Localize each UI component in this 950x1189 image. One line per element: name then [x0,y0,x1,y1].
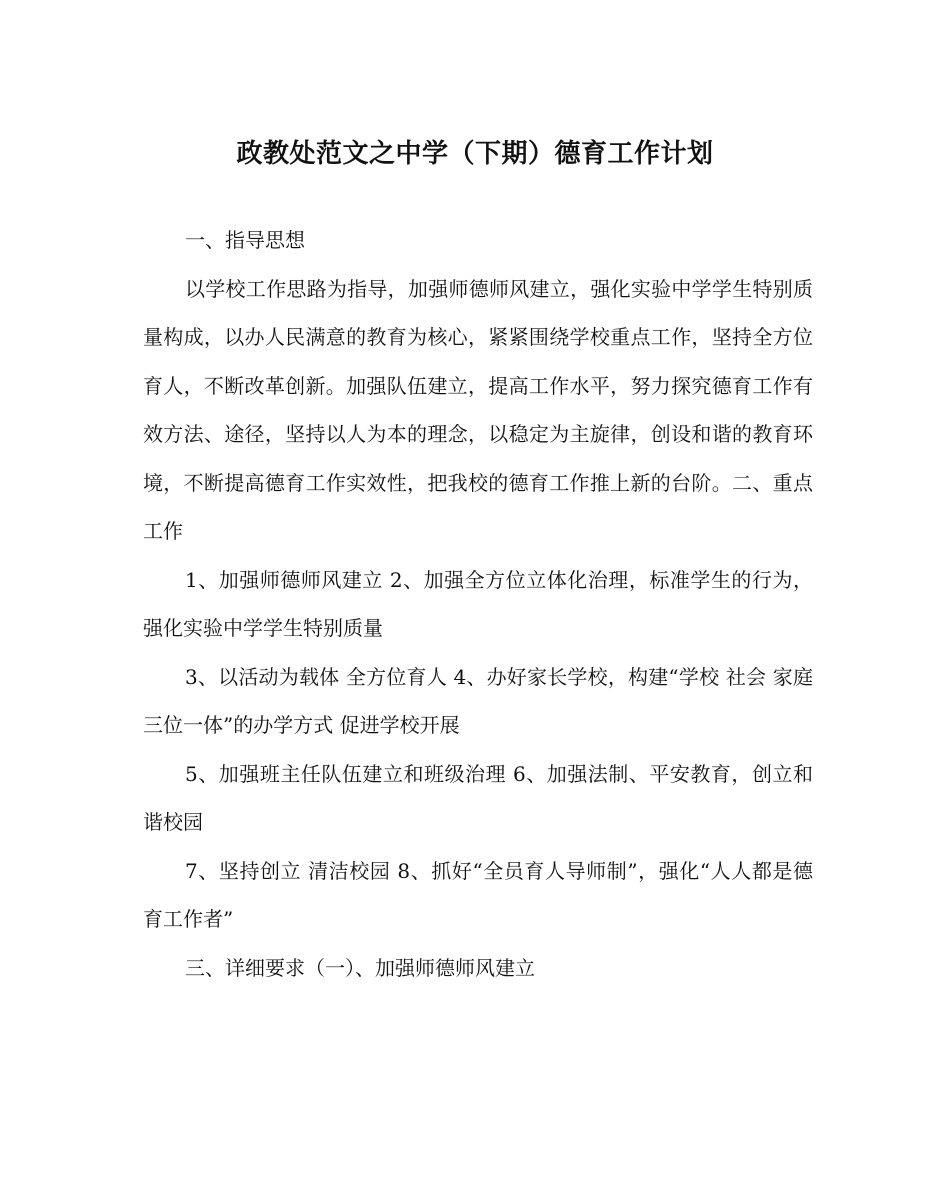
document-body [143,216,813,992]
paragraph-key-work-5-6: 5、加强班主任队伍建立和班级治理 6、加强法制、平安教育，创立和谐校园 [143,761,813,834]
document-title: 政教处范文之中学（下期）德育工作计划 [236,139,714,169]
section-heading-guiding-thought: 一、指导思想 [185,228,305,252]
paragraph-key-work-3-4: 3、以活动为载体 全方位育人 4、办好家长学校，构建“学校 社会 家庭三位一体”的办学方式 促进学校开展 [143,664,813,737]
paragraph-key-work-1-2: 1、加强师德师风建立 2、加强全方位立体化治理，标准学生的行为，强化实验中学学生特别质量 [143,567,813,640]
paragraph-guiding-thought: 以学校工作思路为指导，加强师德师风建立，强化实验中学学生特别质量构成，以办人民满意的教育为核心，紧紧围绕学校重点工作，坚持全方位育人，不断改革创新。加强队伍建立，提高工作水平，努力探究德育工作有效方法、途径，坚持以人为本的理念，以稳定为主旋律，创设和谐的教育环境，不断提高德育工作实效性，把我校的德育工作推上新的台阶。二、重点工作 [143,276,813,543]
section-heading-requirements: 三、详细要求（一）、加强师德师风建立 [185,955,535,980]
paragraph-key-work-7-8: 7、坚持创立 清洁校园 8、抓好“全员育人导师制”，强化“人人都是德育工作者” [143,858,813,931]
